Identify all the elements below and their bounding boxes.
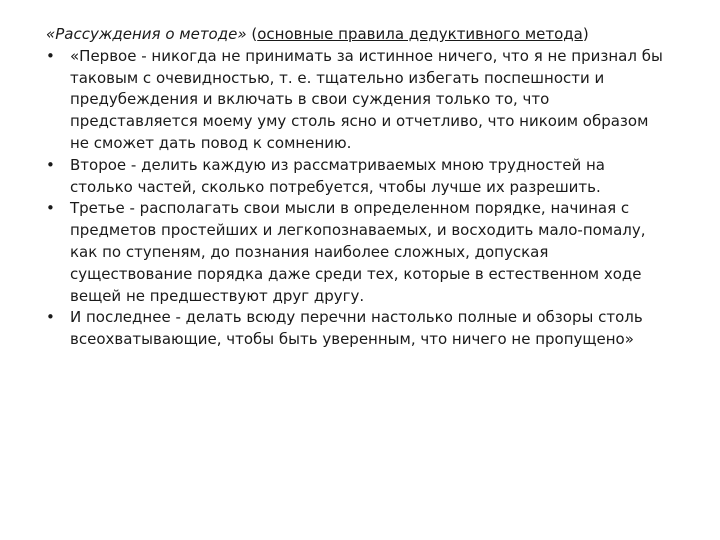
slide-content [46,24,664,351]
intro-heading [46,24,664,46]
bullet-icon: • [46,199,55,218]
rule-item-second [46,155,664,199]
bullet-icon: • [46,46,55,65]
rule-item-third [46,198,664,307]
heading-subtitle: основные правила дедуктивного метода [257,25,583,43]
rule-item-last [46,307,664,351]
bullet-icon: • [46,155,55,174]
book-title: Рассуждения о методе [55,25,238,43]
heading-open-quote: « [46,25,56,43]
rule-text: Третье - располагать свои мысли в определенном порядке, начиная с предметов простейших и легкопознаваемых, и восходить мало-помалу, как по ступеням, до познания наиболее сложных, допуская существование порядка даже среди тех, которые в естественном ходе вещей не предшествуют друг другу. [70,199,646,305]
heading-paren-open: ( [246,25,258,43]
rule-text: И последнее - делать всюду перечни настолько полные и обзоры столь всеохватывающие, чтобы быть уверенным, что ничего не пропущено» [70,308,643,349]
rule-item-first [46,46,664,155]
bullet-icon: • [46,308,55,327]
rules-list [46,46,664,351]
rule-text: Второе - делить каждую из рассматриваемых мною трудностей на столько частей, сколько потребуется, чтобы лучше их разрешить. [70,155,605,196]
heading-paren-close: ) [582,25,589,43]
heading-close-quote: » [237,25,247,43]
rule-text: «Первое - никогда не принимать за истинное ничего, что я не признал бы таковым с очевидностью, т. е. тщательно избегать поспешности и предубеждения и включать в свои суждения только то, что представляется моему уму столь ясно и отчетливо, что никоим образом не сможет дать повод к сомнению. [70,46,663,152]
